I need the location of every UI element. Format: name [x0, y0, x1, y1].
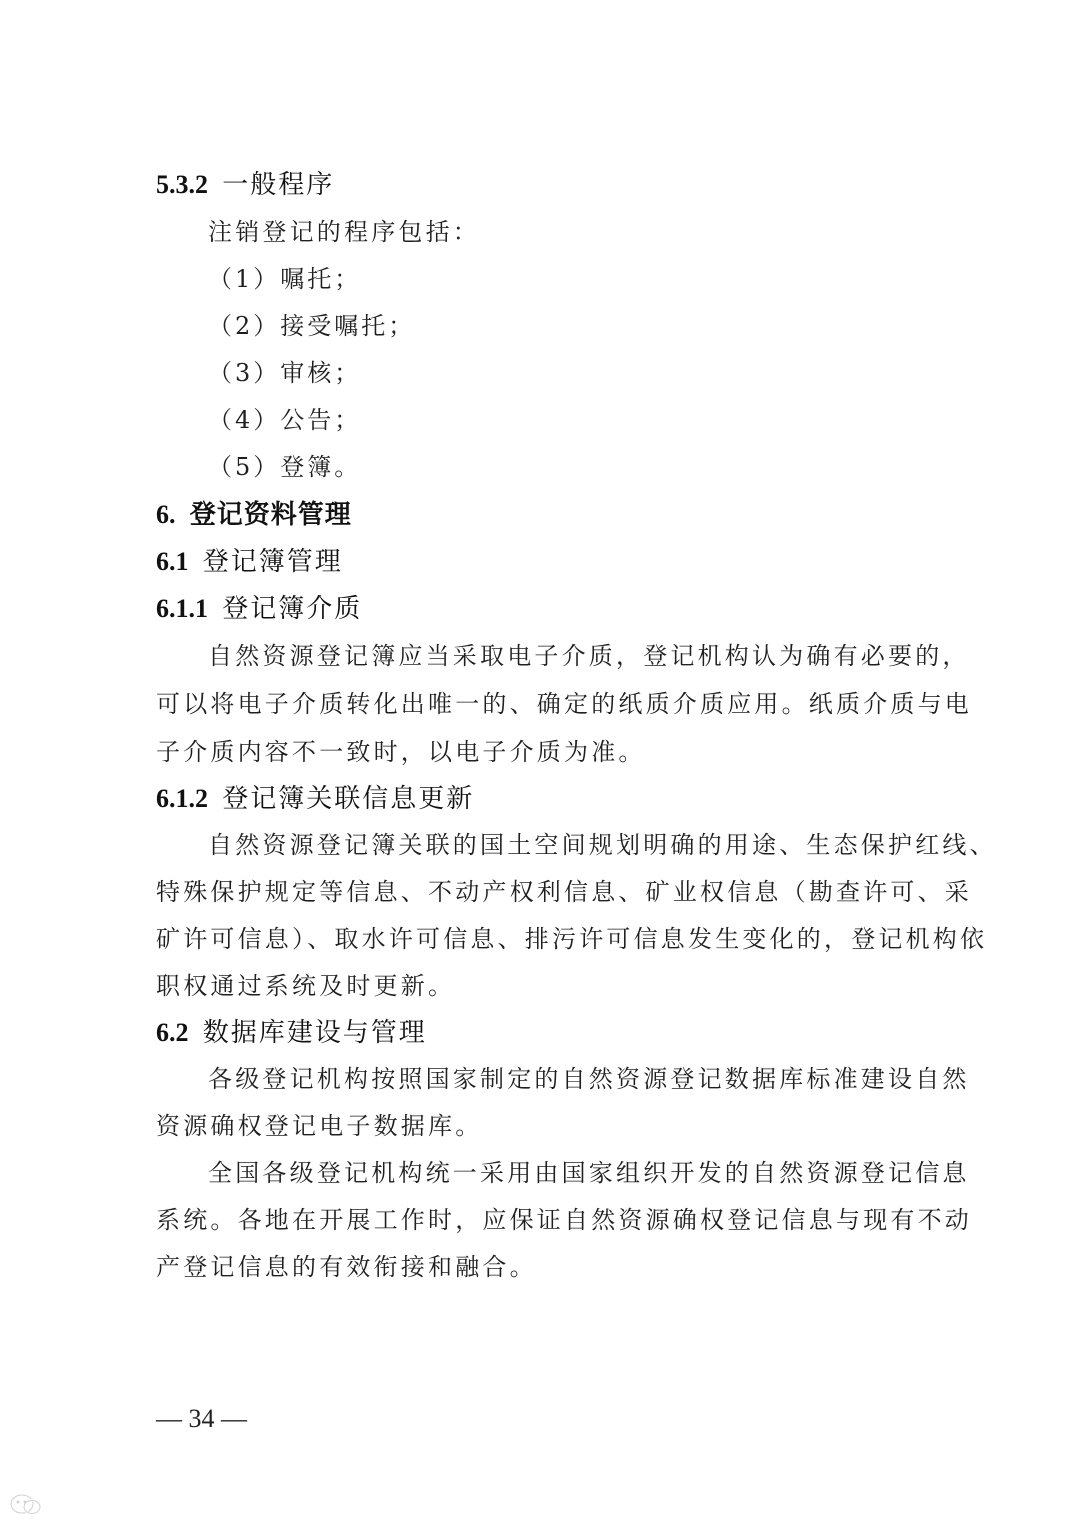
section-6-heading: [156, 498, 352, 532]
paragraph-line: 自然资源登记簿关联的国土空间规划明确的用途、生态保护红线、: [208, 831, 997, 859]
paragraph-line: 职权通过系统及时更新。: [156, 972, 456, 1000]
paragraph-line: 全国各级登记机构统一采用由国家组织开发的自然资源登记信息: [208, 1159, 970, 1187]
watermark: [8, 1488, 158, 1520]
paragraph-line: 系统。各地在开展工作时，应保证自然资源确权登记信息与现有不动: [156, 1206, 972, 1234]
section-6-1-heading: [156, 545, 343, 579]
step-item: （4）公告；: [208, 406, 362, 434]
section-number: 6.1.1: [156, 594, 208, 623]
section-number: 5.3.2: [156, 170, 208, 199]
page-number: — 34 —: [156, 1404, 247, 1433]
section-title: 登记簿管理: [202, 547, 343, 577]
step-item: （2）接受嘱托；: [208, 312, 416, 340]
section-title: 登记资料管理: [189, 500, 352, 530]
paragraph-line: 自然资源登记簿应当采取电子介质，登记机构认为确有必要的，: [208, 642, 970, 670]
section-6-1-2-heading: [156, 782, 474, 816]
paragraph-line: 产登记信息的有效衔接和融合。: [156, 1253, 537, 1281]
section-number: 6.2: [156, 1018, 189, 1047]
section-title: 数据库建设与管理: [202, 1018, 427, 1048]
paragraph-line: 矿许可信息）、取水许可信息、排污许可信息发生变化的，登记机构依: [156, 925, 988, 953]
section-number: 6.: [156, 500, 176, 529]
step-item: （3）审核；: [208, 359, 362, 387]
paragraph-line: 各级登记机构按照国家制定的自然资源登记数据库标准建设自然: [208, 1065, 970, 1093]
intro-text: 注销登记的程序包括：: [208, 218, 480, 246]
step-item: （5）登簿。: [208, 453, 362, 481]
paragraph-line: 可以将电子介质转化出唯一的、确定的纸质介质应用。纸质介质与电: [156, 690, 972, 718]
paragraph-line: 特殊保护规定等信息、不动产权利信息、矿业权信息（勘查许可、采: [156, 878, 972, 906]
section-6-1-1-heading: [156, 592, 362, 626]
section-title: 登记簿介质: [222, 594, 363, 624]
section-5-3-2-heading: [156, 168, 334, 202]
section-title: 登记簿关联信息更新: [222, 784, 475, 814]
section-title: 一般程序: [222, 170, 335, 200]
section-number: 6.1.2: [156, 784, 208, 813]
paragraph-line: 子介质内容不一致时，以电子介质为准。: [156, 738, 646, 766]
section-6-2-heading: [156, 1016, 427, 1050]
paragraph-line: 资源确权登记电子数据库。: [156, 1112, 483, 1140]
section-number: 6.1: [156, 547, 189, 576]
step-item: （1）嘱托；: [208, 265, 362, 293]
wechat-logo-icon: [8, 1488, 158, 1520]
